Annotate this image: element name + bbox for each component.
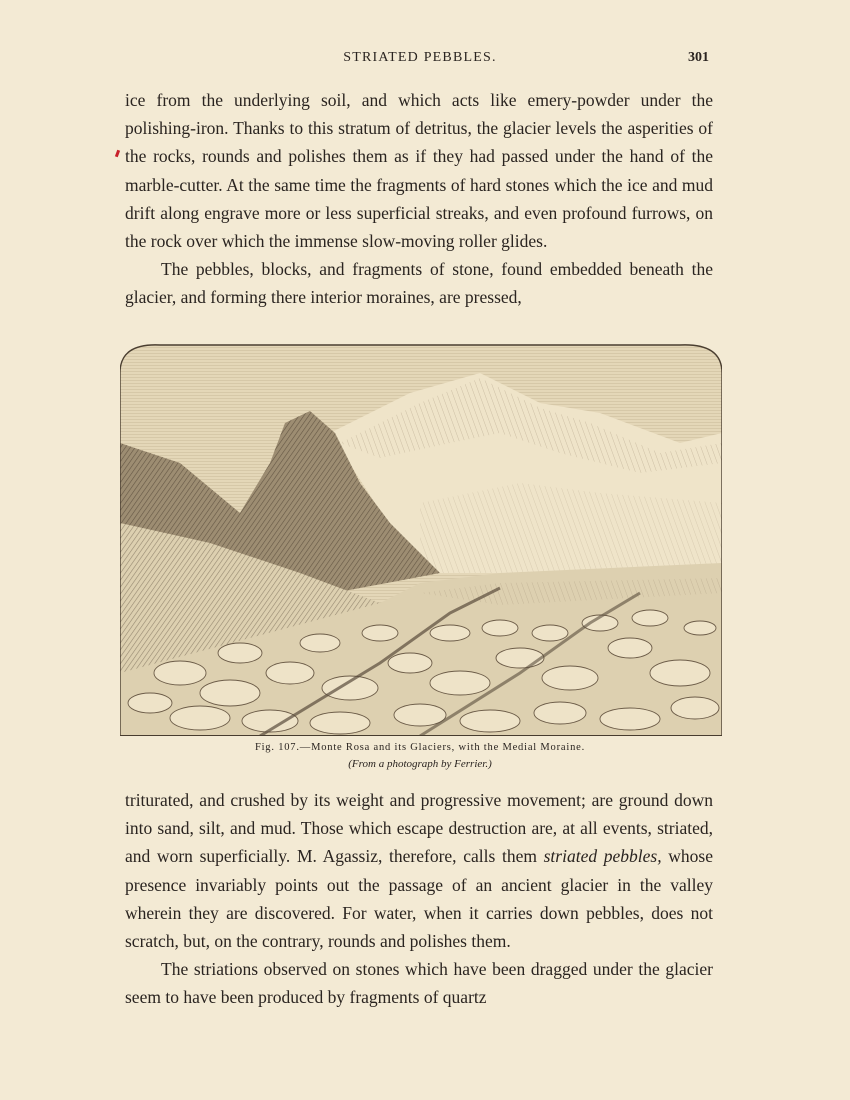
paragraph-1: ice from the underlying soil, and which acts like emery-powder under the polishing-iron. Thanks to this stratum of detritus, the glacier levels the asperities of the rocks, rounds and polishes them as if they had passed under the hand of the marble-cutter. At the same time the fragments of hard stones which the ice and mud drift along engrave more or less superficial streaks, and even profound furrows, on the rock over which the immense slow-moving roller glides. (125, 90, 713, 252)
running-title: STRIATED PEBBLES. (343, 50, 497, 65)
running-head (125, 50, 715, 72)
page-number: 301 (688, 50, 709, 65)
striated-pebbles-term: striated pebbles, (543, 846, 662, 867)
paragraph-4: The striations observed on stones which have been dragged under the glacier seem to have been produced by fragments of quartz (125, 959, 713, 1008)
bottom-text-block (125, 786, 713, 1012)
figure-credit: (From a photograph by Ferrier.) (348, 758, 492, 770)
paragraph-2: The pebbles, blocks, and fragments of stone, found embedded beneath the glacier, and forming there interior moraines, are pressed, (125, 259, 713, 308)
monte-rosa-engraving (120, 343, 722, 736)
paragraph-3-before: triturated, and crushed by its weight and progressive movement; are ground down into sand, silt, and mud. Those which escape destruction are, at all events, striated, and worn superficially. M. Agassiz, therefore, calls them (125, 790, 713, 867)
top-text-block (125, 86, 713, 312)
margin-mark (115, 150, 120, 158)
figure-caption: Fig. 107.—Monte Rosa and its Glaciers, with the Medial Moraine. (254, 742, 586, 753)
paragraph-3-after: whose presence invariably points out the passage of an ancient glacier in the valley wherein they are discovered. For water, when it carries down pebbles, does not scratch, but, on the contrary, rounds and polishes them. (125, 846, 713, 952)
paragraph-3 (125, 786, 713, 955)
